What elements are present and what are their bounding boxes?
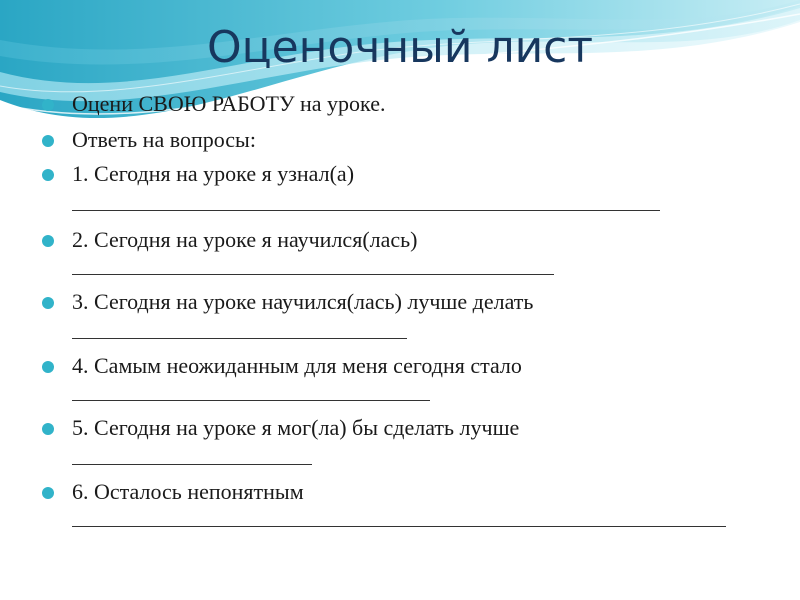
bullet-icon [42,169,54,181]
bullet-icon [42,297,54,309]
answer-line [72,274,554,275]
answer-line [72,210,660,211]
answer-line [72,464,312,465]
bullet-icon [42,135,54,147]
list-item-text: 5. Сегодня на уроке я мог(ла) бы сделать лучше [72,415,520,440]
bullet-icon [42,235,54,247]
list-item-text: 4. Самым неожиданным для меня сегодня стало [72,353,522,378]
list-item-text: Оцени СВОЮ РАБОТУ на уроке. [72,91,386,116]
list-item-text: Ответь на вопросы: [72,127,256,152]
bullet-icon [42,99,54,111]
bullet-icon [42,423,54,435]
bullet-icon [42,361,54,373]
answer-line [72,338,407,339]
answer-line [72,400,430,401]
slide-title: Оценочный лист [207,22,593,73]
answer-line [72,526,726,527]
bullet-icon [42,487,54,499]
list-item-text: 2. Сегодня на уроке я научился(лась) [72,227,418,252]
list-item-text: 6. Осталось непонятным [72,479,304,504]
list-item-text: 1. Сегодня на уроке я узнал(а) [72,161,355,186]
list-item-text: 3. Сегодня на уроке научился(лась) лучше делать [72,289,534,314]
